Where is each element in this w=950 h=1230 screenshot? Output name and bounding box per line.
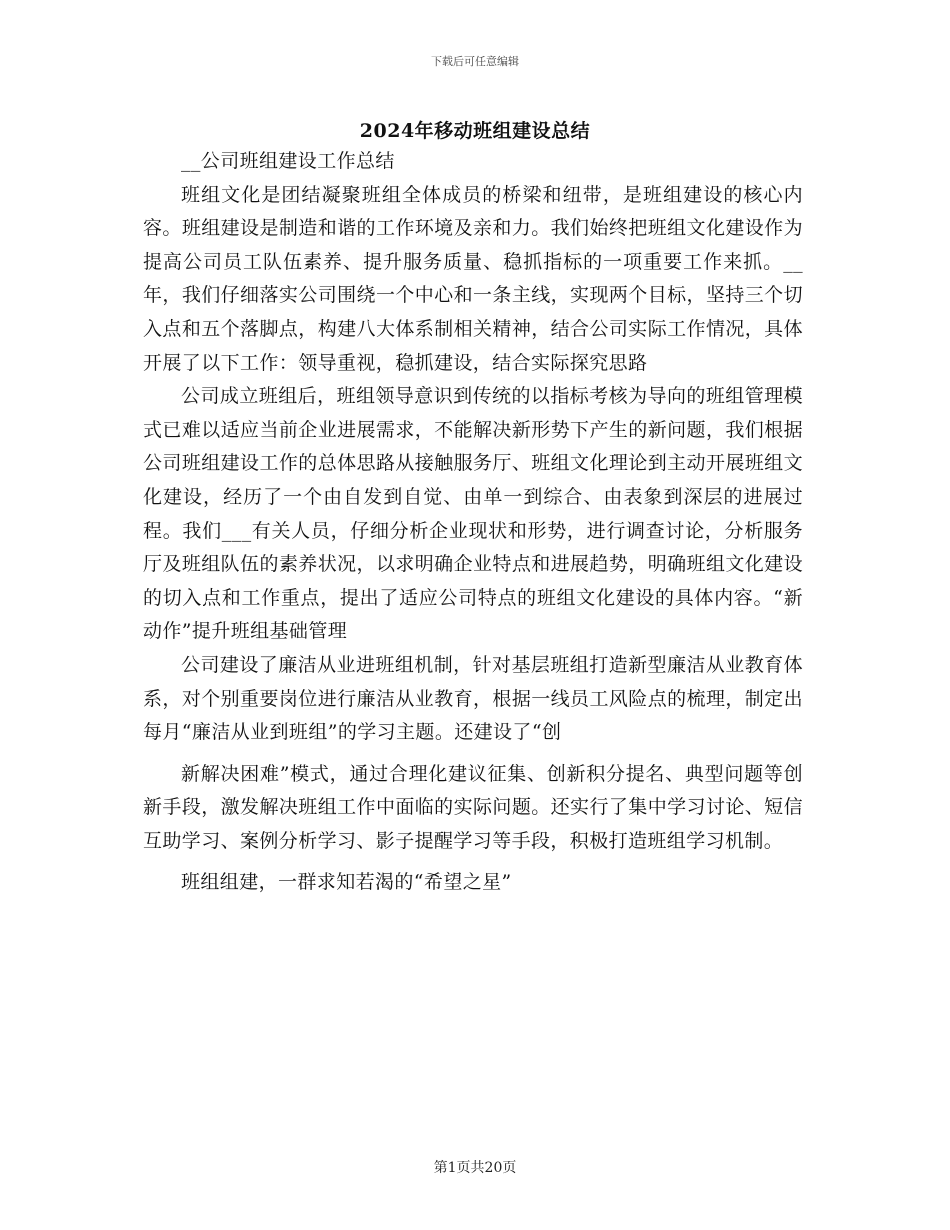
- paragraph: 新解决困难”模式，通过合理化建议征集、创新积分提名、典型问题等创新手段，激发解决班组工作中面临的实际问题。还实行了集中学习讨论、短信互助学习、案例分析学习、影子提醒学习等手段，积极打造班组学习机制。: [143, 762, 803, 852]
- header-note: 下载后可任意编辑: [431, 55, 519, 68]
- document-body: [143, 145, 803, 900]
- paragraph-subtitle: __公司班组建设工作总结: [181, 150, 395, 172]
- paragraph: 班组组建，一群求知若渴的“希望之星”: [181, 871, 512, 894]
- page-footer: 第1页共20页: [433, 1160, 517, 1176]
- document-title: 2024年移动班组建设总结: [359, 120, 591, 142]
- paragraph: 公司成立班组后，班组领导意识到传统的以指标考核为导向的班组管理模式已难以适应当前企业进展需求，不能解决新形势下产生的新问题，我们根据公司班组建设工作的总体思路从接触服务厅、班组文化理论到主动开展班组文化建设，经历了一个由自发到自觉、由单一到综合、由表象到深层的进展过程。我们___有关人员，仔细分析企业现状和形势，进行调查讨论，分析服务厅及班组队伍的素养状况，以求明确企业特点和进展趋势，明确班组文化建设的切入点和工作重点，提出了适应公司特点的班组文化建设的具体内容。“新动作”提升班组基础管理: [143, 385, 803, 643]
- paragraph: 公司建设了廉洁从业进班组机制，针对基层班组打造新型廉洁从业教育体系，对个别重要岗位进行廉洁从业教育，根据一线员工风险点的梳理，制定出每月“廉洁从业到班组”的学习主题。还建设了“创: [143, 653, 803, 744]
- paragraph: 班组文化是团结凝聚班组全体成员的桥梁和纽带，是班组建设的核心内容。班组建设是制造和谐的工作环境及亲和力。我们始终把班组文化建设作为提高公司员工队伍素养、提升服务质量、稳抓指标的一项重要工作来抓。__年，我们仔细落实公司围绕一个中心和一条主线，实现两个目标，坚持三个切入点和五个落脚点，构建八大体系制相关精神，结合公司实际工作情况，具体开展了以下工作：领导重视，稳抓建设，结合实际探究思路: [143, 183, 803, 374]
